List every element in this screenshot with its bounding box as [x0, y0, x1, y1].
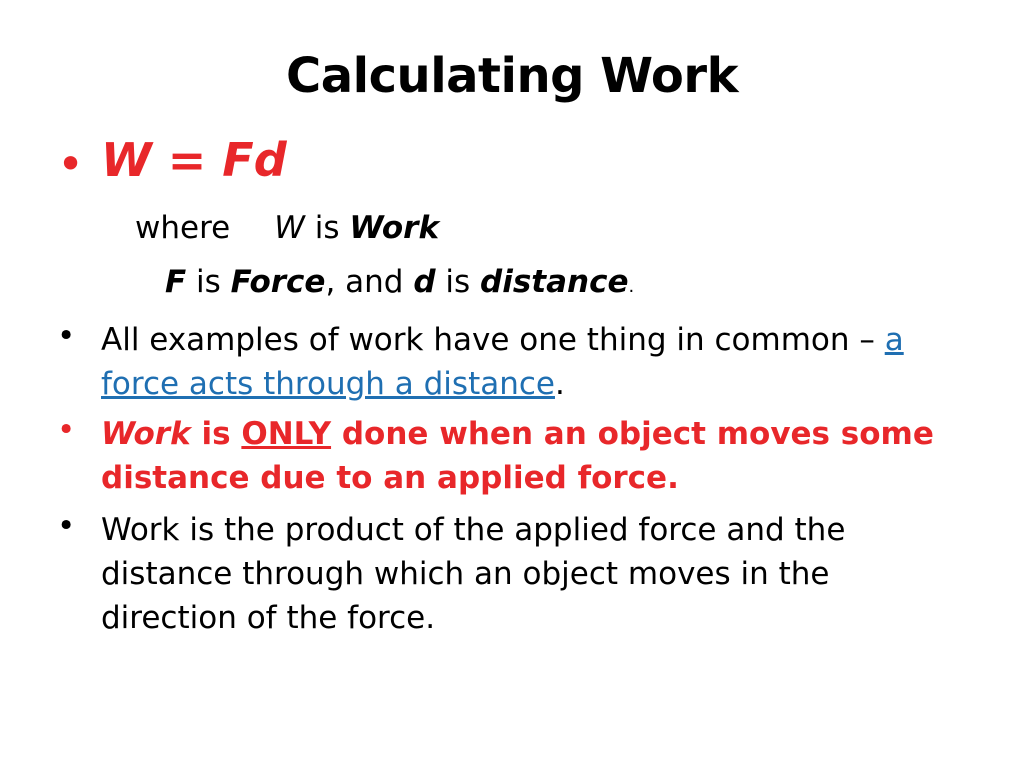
bullet-text-before: All examples of work have one thing in common – — [101, 322, 885, 358]
bullet-marker: • — [57, 318, 76, 354]
definition-line-work — [135, 210, 439, 247]
f-symbol: F — [165, 264, 187, 300]
bullet-marker: • — [57, 137, 85, 191]
formula-text: W = Fd — [101, 133, 287, 187]
slide-title: Calculating Work — [286, 48, 738, 104]
bullet-rest: done when an object moves some distance due to an applied force. — [101, 416, 934, 496]
distance-term: distance — [480, 264, 629, 300]
definition-line-force-distance — [165, 264, 634, 301]
bullet-marker: • — [57, 412, 76, 448]
period: . — [628, 276, 635, 297]
is-label: is — [435, 264, 481, 300]
bullet-text: Work is the product of the applied force and the distance through which an object moves in the direction of the force. — [101, 512, 846, 636]
is-label: is — [186, 264, 231, 300]
w-symbol: W — [274, 210, 305, 246]
work-lead: Work — [101, 416, 191, 452]
is-label: is — [190, 416, 242, 452]
and-label: , and — [325, 264, 414, 300]
where-label: where — [135, 210, 231, 246]
bullet-marker: • — [57, 508, 76, 544]
only-emphasis: ONLY — [241, 416, 332, 452]
bullet-text-after: . — [554, 366, 565, 402]
bullet-text — [101, 318, 971, 406]
bullet-text — [101, 412, 971, 500]
force-distance-link[interactable]: a force acts through a distance — [101, 322, 904, 402]
work-term: Work — [349, 210, 440, 246]
d-symbol: d — [413, 264, 436, 300]
is-label: is — [304, 210, 350, 246]
force-term: Force — [230, 264, 326, 300]
